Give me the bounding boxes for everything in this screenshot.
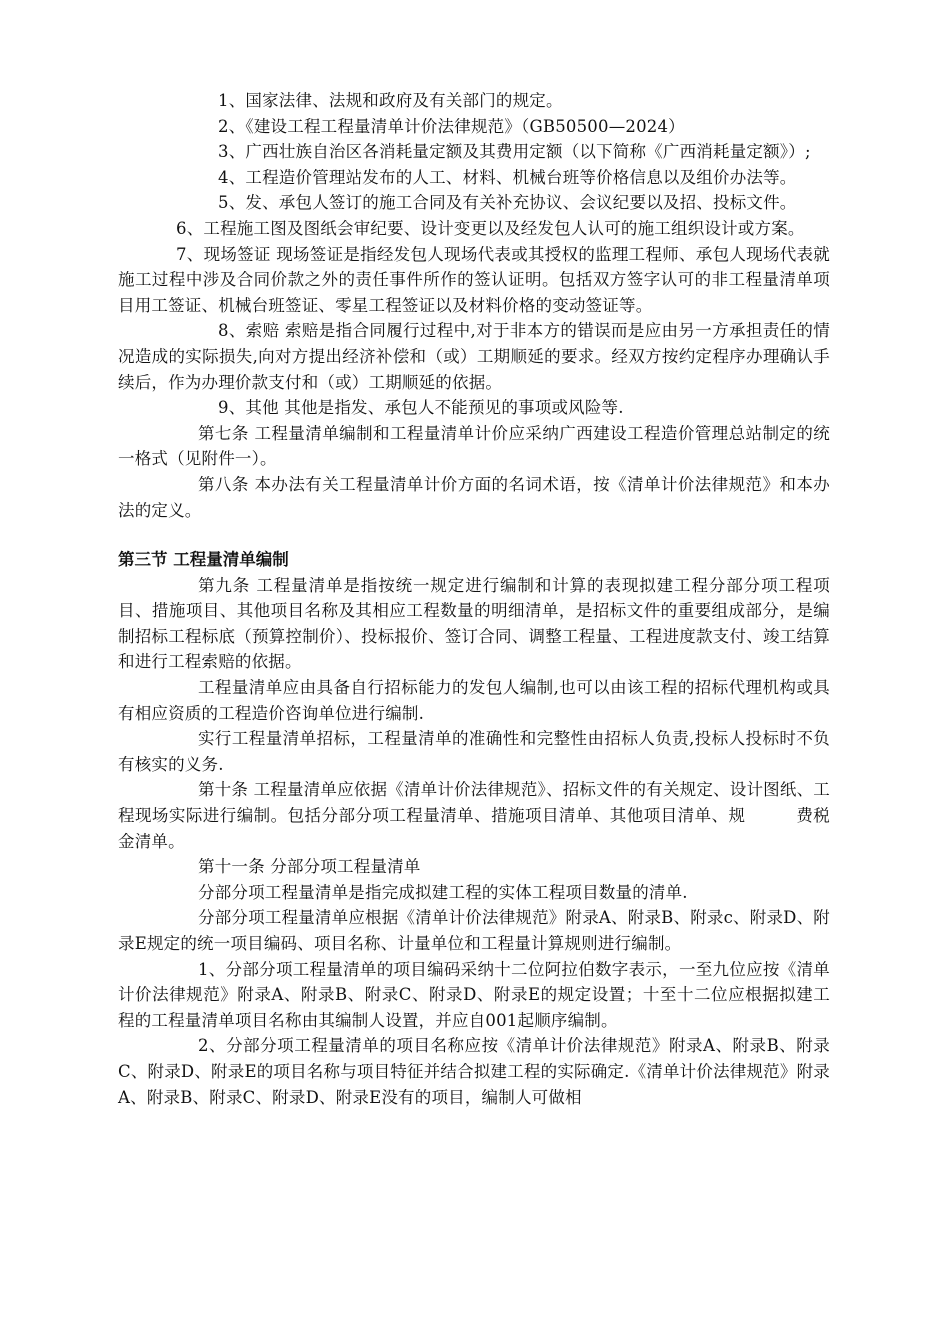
paragraph: 第九条 工程量清单是指按统一规定进行编制和计算的表现拟建工程分部分项工程项目、措施项目、其他项目名称及其相应工程数量的明细清单，是招标文件的重要组成部分，是编制招标工程标底（预算控制价）、投标报价、签订合同、调整工程量、工程进度款支付、竣工结算和进行工程索赔的依据。: [118, 575, 830, 672]
paragraph: 5、发、承包人签订的施工合同及有关补充协议、会议纪要以及招、投标文件。: [218, 193, 797, 213]
paragraph: 分部分项工程量清单应根据《清单计价法律规范》附录A、附录B、附录c、附录D、附录E规定的统一项目编码、项目名称、计量单位和工程量计算规则进行编制。: [118, 908, 830, 953]
paragraph-block-b: [118, 573, 830, 1110]
paragraph: 第十一条 分部分项工程量清单: [198, 857, 421, 877]
paragraph: 2、《建设工程工程量清单计价法律规范》（GB50500—2024）: [218, 116, 685, 136]
paragraph: 实行工程量清单招标，工程量清单的准确性和完整性由招标人负责,投标人投标时不负有核实的义务.: [118, 729, 830, 774]
paragraph: 8、索赔 索赔是指合同履行过程中,对于非本方的错误而是应由另一方承担责任的情况造成的实际损失,向对方提出经济补偿和（或）工期顺延的要求。经双方按约定程序办理确认手续后，作为办理价款支付和（或）工期顺延的依据。: [118, 321, 830, 392]
paragraph: 4、工程造价管理站发布的人工、材料、机械台班等价格信息以及组价办法等。: [218, 167, 797, 187]
paragraph: 7、现场签证 现场签证是指经发包人现场代表或其授权的监理工程师、承包人现场代表就施工过程中涉及合同价款之外的责任事件所作的签认证明。包括双方签字认可的非工程量清单项目用工签证、机械台班签证、零星工程签证以及材料价格的变动签证等。: [118, 244, 830, 315]
paragraph: 3、广西壮族自治区各消耗量定额及其费用定额（以下简称《广西消耗量定额》）;: [218, 142, 811, 162]
paragraph: 9、其他 其他是指发、承包人不能预见的事项或风险等.: [218, 398, 624, 418]
paragraph: 第八条 本办法有关工程量清单计价方面的名词术语，按《清单计价法律规范》和本办法的定义。: [118, 474, 830, 520]
paragraph: 第七条 工程量清单编制和工程量清单计价应采纳广西建设工程造价管理总站制定的统一格式（见附件一）。: [118, 423, 830, 469]
paragraph: 1、国家法律、法规和政府及有关部门的规定。: [218, 91, 563, 110]
paragraph: 1、分部分项工程量清单的项目编码采纳十二位阿拉伯数字表示，一至九位应按《清单计价法律规范》附录A、附录B、附录C、附录D、附录E的规定设置；十至十二位应根据拟建工程的工程量清单项目名称由其编制人设置，并应自001起顺序编制。: [118, 959, 830, 1030]
section-heading: 第三节 工程量清单编制: [118, 550, 289, 570]
paragraph: 分部分项工程量清单是指完成拟建工程的实体工程项目数量的清单.: [198, 882, 688, 902]
paragraph-block-a: [118, 88, 830, 523]
paragraph: 2、分部分项工程量清单的项目名称应按《清单计价法律规范》附录A、附录B、附录C、附录D、附录E的项目名称与项目特征并结合拟建工程的实际确定.《清单计价法律规范》附录A、附录B、附录C、附录D、附录E没有的项目，编制人可做相: [118, 1036, 830, 1107]
paragraph: 6、工程施工图及图纸会审纪要、设计变更以及经发包人认可的施工组织设计或方案。: [176, 218, 805, 238]
paragraph: 第十条 工程量清单应依据《清单计价法律规范》、招标文件的有关规定、设计图纸、工程现场实际进行编制。包括分部分项工程量清单、措施项目清单、其他项目清单、规 费税金清单。: [118, 780, 830, 851]
paragraph: 工程量清单应由具备自行招标能力的发包人编制,也可以由该工程的招标代理机构或具有相应资质的工程造价咨询单位进行编制.: [118, 678, 830, 723]
document-page: [118, 88, 830, 1110]
